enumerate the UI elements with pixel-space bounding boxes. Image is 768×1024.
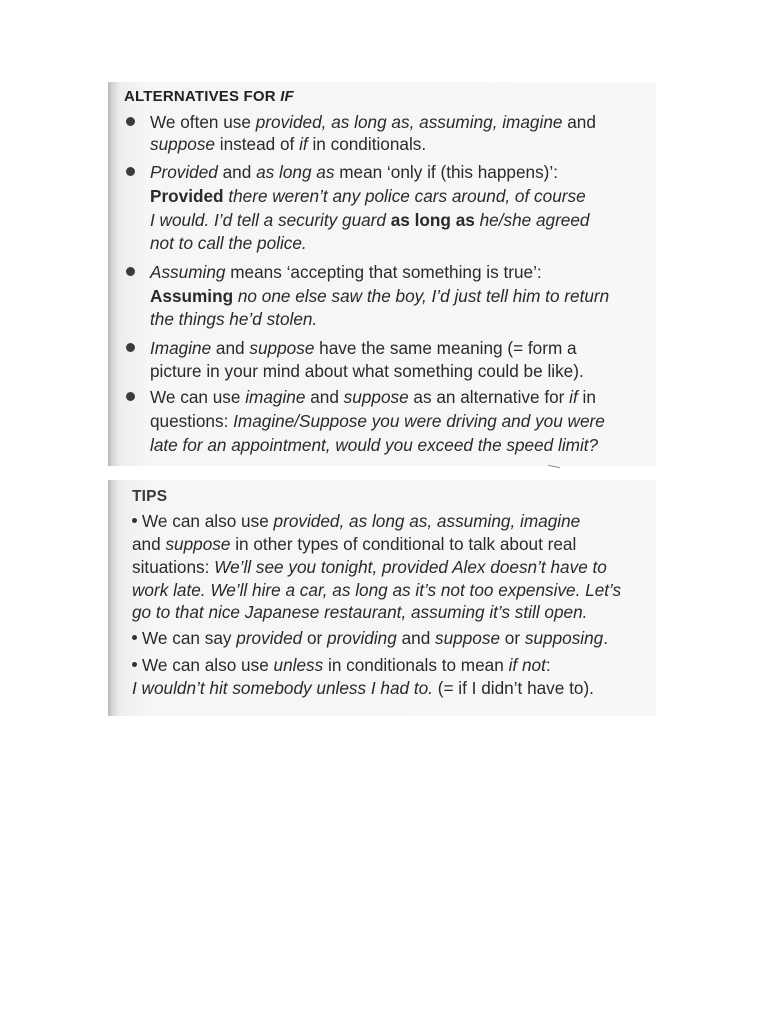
section-heading bbox=[124, 88, 294, 105]
bullet-dot bbox=[132, 635, 137, 640]
tip2-line1: We can say provided or providing and suppose or supposing. bbox=[132, 627, 608, 650]
alternatives-panel bbox=[108, 82, 656, 466]
heading-em: IF bbox=[280, 88, 294, 105]
b1-line1: We often use provided, as long as, assuming, imagine and bbox=[150, 112, 596, 132]
tips-heading: TIPS bbox=[132, 488, 168, 505]
tip3-line1: We can also use unless in conditionals to mean if not: bbox=[132, 654, 551, 677]
tip1-line5: go to that nice Japanese restaurant, assuming it’s still open. bbox=[132, 602, 588, 622]
b3-line3: the things he’d stolen. bbox=[150, 309, 318, 329]
b2-line2: Provided there weren’t any police cars around, of course bbox=[150, 186, 586, 206]
b2-line3: I would. I’d tell a security guard as long as he/she agreed bbox=[150, 210, 590, 230]
b3-line2: Assuming no one else saw the boy, I’d just tell him to return bbox=[150, 286, 610, 306]
b2-line4: not to call the police. bbox=[150, 233, 307, 253]
bullet-dot bbox=[132, 518, 137, 523]
b4-line1: Imagine and suppose have the same meaning (= form a bbox=[150, 338, 577, 358]
b1-line2: suppose instead of if in conditionals. bbox=[150, 134, 427, 154]
bullet-dot bbox=[126, 167, 135, 176]
bullet-dot bbox=[126, 392, 135, 401]
b4-line2: picture in your mind about what something could be like). bbox=[150, 361, 584, 381]
bullet-dot bbox=[126, 267, 135, 276]
heading-text: ALTERNATIVES FOR bbox=[124, 88, 281, 105]
bullet-dot bbox=[126, 343, 135, 352]
tips-panel bbox=[108, 480, 656, 716]
bullet-dot bbox=[132, 662, 137, 667]
tip1-line3: situations: We’ll see you tonight, provided Alex doesn’t have to bbox=[132, 557, 607, 577]
tip1-line1: We can also use provided, as long as, assuming, imagine bbox=[132, 510, 580, 533]
b2-line1: Provided and as long as mean ‘only if (this happens)’: bbox=[150, 162, 558, 182]
tip1-line2: and suppose in other types of conditional to talk about real bbox=[132, 534, 577, 554]
b3-line1: Assuming means ‘accepting that something is true’: bbox=[150, 262, 542, 282]
tip1-line4: work late. We’ll hire a car, as long as it’s not too expensive. Let’s bbox=[132, 580, 622, 600]
tip3-line2: I wouldn’t hit somebody unless I had to. (= if I didn’t have to). bbox=[132, 678, 594, 698]
bullet-dot bbox=[126, 117, 135, 126]
b5-line2: questions: Imagine/Suppose you were driving and you were bbox=[150, 411, 605, 431]
b5-line1: We can use imagine and suppose as an alternative for if in bbox=[150, 387, 596, 407]
b5-line3: late for an appointment, would you exceed the speed limit? bbox=[150, 435, 599, 455]
